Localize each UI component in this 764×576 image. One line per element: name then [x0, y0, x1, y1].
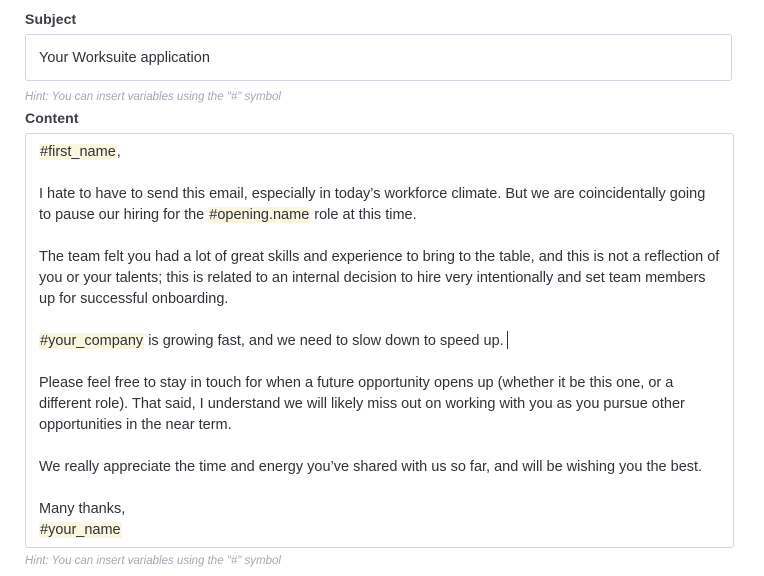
- variable-your-name: #your_name: [40, 522, 121, 538]
- paragraph-3: [39, 331, 721, 352]
- text-caret: [507, 331, 508, 349]
- variable-first-name: #first_name: [40, 144, 116, 160]
- paragraph-2: The team felt you had a lot of great skills and experience to bring to the table, and this is not a reflection of you or your talents; this is related to an internal decision to hire very intentionally and set team members up for successful onboarding.: [39, 249, 720, 307]
- greeting-line: [39, 142, 721, 163]
- signoff-line: Many thanks,: [39, 501, 126, 517]
- content-hint: Hint: You can insert variables using the "#" symbol: [25, 555, 281, 567]
- subject-input[interactable]: [25, 34, 732, 81]
- content-label: Content: [25, 110, 79, 126]
- paragraph-1: [39, 184, 721, 226]
- signature-block: [39, 499, 721, 541]
- subject-hint: Hint: You can insert variables using the "#" symbol: [25, 91, 281, 103]
- greeting-suffix: ,: [116, 144, 121, 160]
- subject-label: Subject: [25, 11, 77, 27]
- paragraph-3-after: is growing fast, and we need to slow down to speed up.: [144, 333, 504, 349]
- paragraph-1-before: I hate to have to send this email, especially in today’s workforce climate. But we are coincidentally going to pause our hiring for the: [39, 186, 706, 223]
- paragraph-4: Please feel free to stay in touch for when a future opportunity opens up (whether it be this one, or a different role). That said, I understand we will likely miss out on working with you as you pursue other opportunities in the near term.: [39, 375, 685, 433]
- variable-your-company: #your_company: [40, 333, 144, 349]
- paragraph-5: We really appreciate the time and energy you’ve shared with us so far, and will be wishing you the best.: [39, 459, 703, 475]
- content-editor[interactable]: [25, 133, 734, 548]
- paragraph-1-after: role at this time.: [310, 207, 417, 223]
- variable-opening-name: #opening.name: [209, 207, 310, 223]
